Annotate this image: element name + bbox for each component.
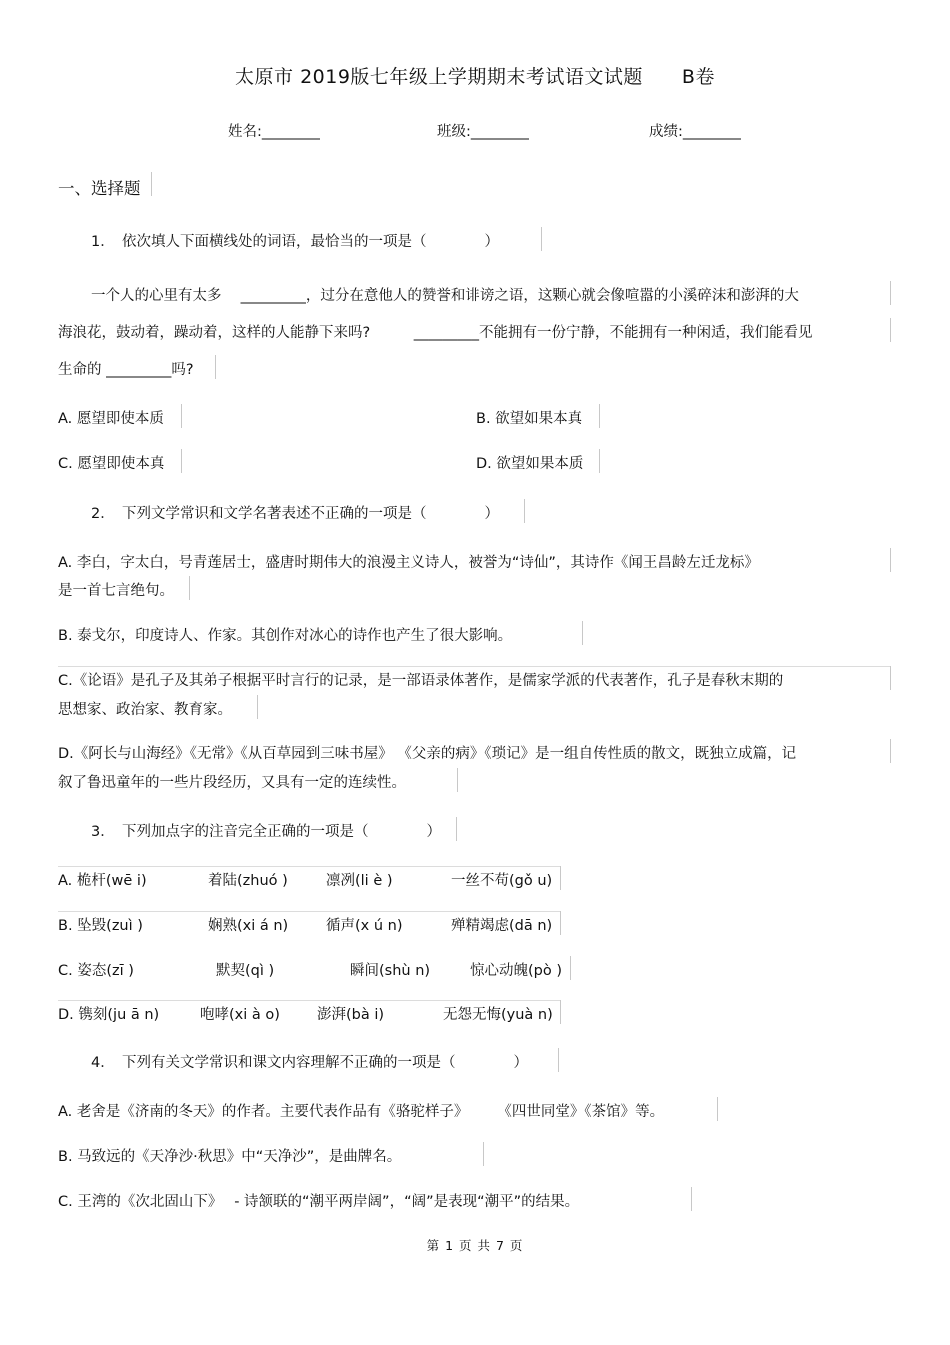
question-2-option-a-line-2[interactable]: 是一首七言绝句。 [58,583,174,599]
divider [181,449,182,473]
divider [257,695,258,719]
divider [181,404,182,428]
divider [560,866,561,890]
question-1-passage-line-3: 生命的 _________吗? [58,362,194,378]
divider [890,666,891,690]
question-3-option-a[interactable]: A. 桅杆(wē i) [58,873,147,889]
question-3-option-d-word-2: 咆哮(xi à o) [200,1007,280,1023]
question-1-passage-line-1: 一个人的心里有太多 _________，过分在意他人的赞誉和诽谤之语，这颗心就会像喧嚣的小溪碎沫和澎湃的大 [91,288,799,304]
question-4-option-b[interactable]: B. 马致远的《天净沙·秋思》中“天净沙”，是曲牌名。 [58,1149,402,1165]
question-4-stem: 4． 下列有关文学常识和课文内容理解不正确的一项是（ ） [91,1055,528,1071]
divider [58,1000,560,1001]
question-3-stem: 3． 下列加点字的注音完全正确的一项是（ ） [91,824,441,840]
question-3-option-d-word-4: 无怨无悔(yuà n) [443,1007,553,1023]
divider [58,666,890,667]
question-2-option-d-line-2[interactable]: 叙了鲁迅童年的一些片段经历，又具有一定的连续性。 [58,775,406,791]
divider [558,1048,559,1072]
question-1-option-d[interactable]: D. 欲望如果本质 [476,456,584,472]
question-3-option-a-word-2: 着陆(zhuó ) [208,873,288,889]
score-field[interactable]: 成绩:________ [649,124,741,140]
divider [560,911,561,935]
question-1-option-b[interactable]: B. 欲望如果本真 [476,411,583,427]
divider [560,1000,561,1024]
question-3-option-d[interactable]: D. 镌刻(ju ā n) [58,1007,160,1023]
question-3-option-c-word-3: 瞬间(shù n) [350,963,431,979]
divider [599,449,600,473]
divider [457,768,458,792]
question-3-option-b[interactable]: B. 坠毁(zuì ) [58,918,143,934]
question-3-option-d-word-3: 澎湃(bà i) [317,1007,385,1023]
question-3-option-c[interactable]: C. 姿态(zī ) [58,963,134,979]
name-field[interactable]: 姓名:________ [228,124,320,140]
question-3-option-a-word-4: 一丝不苟(gǒ u) [451,873,553,889]
divider [189,576,190,600]
question-2-option-c-line-2[interactable]: 思想家、政治家、教育家。 [58,702,232,718]
question-3-option-b-word-4: 殚精竭虑(dā n) [451,918,553,934]
question-1-option-c[interactable]: C. 愿望即使本真 [58,456,165,472]
divider [582,621,583,645]
section-heading-choice: 一、选择题 [58,179,141,198]
page-footer: 第 1 页 共 7 页 [426,1238,524,1253]
question-1-stem: 1． 依次填人下面横线处的词语，最恰当的一项是（ ） [91,234,499,250]
divider [890,739,891,763]
question-2-option-a-line-1[interactable]: A. 李白，字太白，号青莲居士，盛唐时期伟大的浪漫主义诗人，被誉为“诗仙”，其诗作《闻王昌龄左迁龙标》 [58,555,759,571]
question-3-option-a-word-3: 凛冽(li è ) [326,873,393,889]
question-2-option-b[interactable]: B. 泰戈尔，印度诗人、作家。其创作对冰心的诗作也产生了很大影响。 [58,628,513,644]
divider [541,227,542,251]
divider [717,1097,718,1121]
question-2-option-d-line-1[interactable]: D.《阿长与山海经》《无常》《从百草园到三味书屋》 《父亲的病》《琐记》是一组自传性质的散文，既独立成篇，记 [58,746,797,762]
question-1-passage-line-2: 海浪花，鼓动着，躁动着，这样的人能静下来吗? _________不能拥有一份宁静，不能拥有一种闲适，我们能看见 [58,325,813,341]
divider [691,1187,692,1211]
divider [890,318,891,342]
question-3-option-c-word-4: 惊心动魄(pò ) [470,963,562,979]
question-2-stem: 2． 下列文学常识和文学名著表述不正确的一项是（ ） [91,506,499,522]
divider [890,548,891,572]
divider [570,956,571,980]
divider [151,172,152,196]
question-3-option-b-word-3: 循声(x ú n) [326,918,403,934]
question-4-option-a[interactable]: A. 老舍是《济南的冬天》的作者。主要代表作品有《骆驼样子》 《四世同堂》《茶馆》等。 [58,1104,665,1120]
divider [483,1142,484,1166]
divider [524,499,525,523]
divider [58,911,560,912]
divider [890,281,891,305]
class-field[interactable]: 班级:________ [437,124,529,140]
page-title: 太原市 2019版七年级上学期期末考试语文试题 B卷 [235,66,715,88]
question-1-option-a[interactable]: A. 愿望即使本质 [58,411,164,427]
divider [599,404,600,428]
divider [58,866,560,867]
divider [456,817,457,841]
question-2-option-c-line-1[interactable]: C.《论语》是孔子及其弟子根据平时言行的记录，是一部语录体著作，是儒家学派的代表著作，孔子是春秋末期的 [58,673,784,689]
divider [215,355,216,379]
question-3-option-c-word-2: 默契(qì ) [216,963,275,979]
question-4-option-c[interactable]: C. 王湾的《次北固山下》 - 诗颔联的“潮平两岸阔”，“阔”是表现“潮平”的结果。 [58,1194,580,1210]
question-3-option-b-word-2: 娴熟(xi á n) [208,918,289,934]
